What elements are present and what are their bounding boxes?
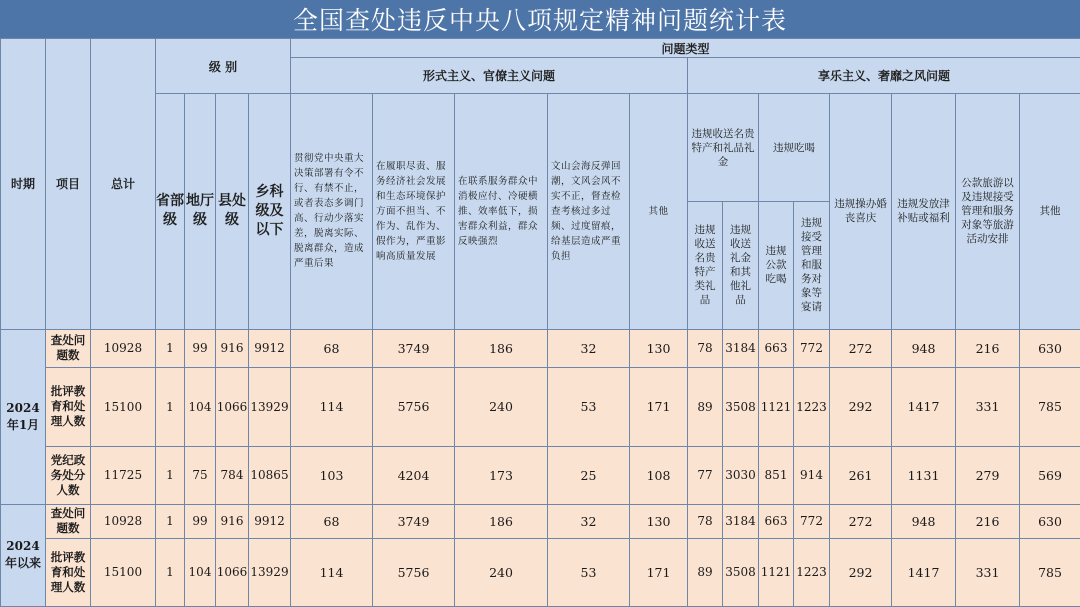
hedonism-cell: 785 (1020, 538, 1080, 606)
level-cell: 1 (156, 446, 185, 504)
page-title: 全国查处违反中央八项规定精神问题统计表 (0, 0, 1080, 38)
level-cell: 1066 (216, 367, 249, 446)
gift-group-header: 违规收送名贵特产和礼品礼金 (688, 94, 759, 202)
table-row (1, 538, 1080, 606)
level-cell: 104 (185, 538, 216, 606)
hedonism-cell: 216 (956, 329, 1020, 367)
formalism-col-2-header: 在履职尽责、服务经济社会发展和生态环境保护方面不担当、不作为、乱作为、假作为，严重影响高质量发展 (373, 94, 455, 329)
header-row (1, 94, 1080, 202)
total-cell: 10928 (91, 329, 156, 367)
table-row (1, 446, 1080, 504)
level-header-provincial: 省部级 (156, 94, 185, 329)
hedonism-cell: 914 (794, 446, 830, 504)
formalism-group-header: 形式主义、官僚主义问题 (291, 58, 688, 94)
total-cell: 15100 (91, 367, 156, 446)
formalism-cell: 130 (630, 504, 688, 538)
hedonism-cell: 630 (1020, 504, 1080, 538)
hedonism-cell: 663 (759, 504, 794, 538)
level-cell: 99 (185, 504, 216, 538)
gift-money-header: 违规收送礼金和其他礼品 (723, 202, 759, 329)
level-cell: 916 (216, 329, 249, 367)
formalism-cell: 186 (455, 504, 548, 538)
hedonism-cell: 1223 (794, 538, 830, 606)
total-cell: 15100 (91, 538, 156, 606)
formalism-cell: 4204 (373, 446, 455, 504)
hedonism-cell: 1223 (794, 367, 830, 446)
total-cell: 11725 (91, 446, 156, 504)
table-row (1, 367, 1080, 446)
formalism-cell: 3749 (373, 504, 455, 538)
hedonism-cell: 272 (830, 504, 892, 538)
item-cell: 查处问题数 (46, 504, 91, 538)
item-header: 项目 (46, 39, 91, 330)
table-row (1, 329, 1080, 367)
formalism-cell: 240 (455, 538, 548, 606)
formalism-cell: 114 (291, 538, 373, 606)
hedonism-cell: 569 (1020, 446, 1080, 504)
formalism-cell: 25 (548, 446, 630, 504)
formalism-cell: 171 (630, 538, 688, 606)
formalism-cell: 32 (548, 504, 630, 538)
hedonism-cell: 1121 (759, 538, 794, 606)
level-cell: 9912 (249, 504, 291, 538)
formalism-cell: 173 (455, 446, 548, 504)
level-cell: 10865 (249, 446, 291, 504)
level-cell: 1 (156, 538, 185, 606)
hedonism-cell: 3030 (723, 446, 759, 504)
hedonism-cell: 77 (688, 446, 723, 504)
total-header-label: 总计 (110, 177, 135, 192)
formalism-cell: 114 (291, 367, 373, 446)
formalism-col-3-header: 在联系服务群众中消极应付、冷硬横推、效率低下，损害群众利益，群众反映强烈 (455, 94, 548, 329)
hedonism-cell: 89 (688, 538, 723, 606)
hedonism-cell: 772 (794, 504, 830, 538)
formalism-cell: 108 (630, 446, 688, 504)
hedonism-cell: 216 (956, 504, 1020, 538)
hedonism-cell: 663 (759, 329, 794, 367)
banquet-header: 违规接受管理和服务对象等宴请 (794, 202, 830, 329)
formalism-col-4-header: 文山会海反弹回潮，文风会风不实不正，督查检查考核过多过频、过度留痕，给基层造成严重负担 (548, 94, 630, 329)
hedonism-cell: 89 (688, 367, 723, 446)
level-group-header: 级 别 (156, 39, 291, 94)
formalism-cell: 5756 (373, 367, 455, 446)
problem-types-header: 问题类型 (291, 39, 1080, 58)
level-header-prefectural: 地厅级 (185, 94, 216, 329)
wedding-funeral-header: 违规操办婚丧喜庆 (830, 94, 892, 329)
gift-specialty-header: 违规收送名贵特产类礼品 (688, 202, 723, 329)
level-cell: 13929 (249, 538, 291, 606)
formalism-cell: 171 (630, 367, 688, 446)
subsidy-header: 违规发放津补贴或福利 (892, 94, 956, 329)
hedonism-cell: 3184 (723, 329, 759, 367)
header-row (1, 39, 1080, 58)
level-cell: 13929 (249, 367, 291, 446)
level-cell: 1 (156, 504, 185, 538)
statistics-table (0, 38, 1080, 607)
total-header (91, 39, 156, 330)
hedonism-cell: 78 (688, 504, 723, 538)
formalism-cell: 186 (455, 329, 548, 367)
formalism-cell: 130 (630, 329, 688, 367)
period-cell: 2024年1月 (1, 329, 46, 504)
level-cell: 75 (185, 446, 216, 504)
formalism-col-1-header: 贯彻党中央重大决策部署有令不行、有禁不止，或者表态多调门高、行动少落实差，脱离实际、脱离群众，造成严重后果 (291, 94, 373, 329)
level-cell: 916 (216, 504, 249, 538)
item-cell: 查处问题数 (46, 329, 91, 367)
hedonism-cell: 851 (759, 446, 794, 504)
period-cell: 2024年以来 (1, 504, 46, 606)
level-cell: 1 (156, 367, 185, 446)
formalism-cell: 3749 (373, 329, 455, 367)
hedonism-cell: 78 (688, 329, 723, 367)
formalism-cell: 103 (291, 446, 373, 504)
hedonism-cell: 785 (1020, 367, 1080, 446)
hedonism-cell: 630 (1020, 329, 1080, 367)
formalism-cell: 5756 (373, 538, 455, 606)
hedonism-cell: 331 (956, 538, 1020, 606)
hedonism-cell: 948 (892, 329, 956, 367)
hedonism-cell: 772 (794, 329, 830, 367)
table-row (1, 504, 1080, 538)
hedonism-cell: 948 (892, 504, 956, 538)
hedonism-cell: 1121 (759, 367, 794, 446)
formalism-cell: 53 (548, 538, 630, 606)
hedonism-cell: 261 (830, 446, 892, 504)
public-dining-header: 违规公款吃喝 (759, 202, 794, 329)
formalism-cell: 32 (548, 329, 630, 367)
hedonism-cell: 331 (956, 367, 1020, 446)
item-cell: 批评教育和处理人数 (46, 538, 91, 606)
level-header-county: 县处级 (216, 94, 249, 329)
formalism-cell: 53 (548, 367, 630, 446)
item-cell: 党纪政务处分人数 (46, 446, 91, 504)
hedonism-cell: 3508 (723, 367, 759, 446)
formalism-cell: 68 (291, 329, 373, 367)
level-cell: 104 (185, 367, 216, 446)
level-cell: 99 (185, 329, 216, 367)
level-cell: 9912 (249, 329, 291, 367)
hedonism-cell: 3184 (723, 504, 759, 538)
formalism-cell: 68 (291, 504, 373, 538)
hedonism-group-header: 享乐主义、奢靡之风问题 (688, 58, 1080, 94)
hedonism-cell: 1417 (892, 538, 956, 606)
level-cell: 784 (216, 446, 249, 504)
hedonism-cell: 272 (830, 329, 892, 367)
level-header-township: 乡科级及以下 (249, 94, 291, 329)
dining-group-header: 违规吃喝 (759, 94, 830, 202)
hedonism-cell: 3508 (723, 538, 759, 606)
level-cell: 1066 (216, 538, 249, 606)
hedonism-cell: 1131 (892, 446, 956, 504)
hedonism-cell: 292 (830, 367, 892, 446)
item-cell: 批评教育和处理人数 (46, 367, 91, 446)
formalism-cell: 240 (455, 367, 548, 446)
tourism-header: 公款旅游以及违规接受管理和服务对象等旅游活动安排 (956, 94, 1020, 329)
formalism-other-header: 其他 (630, 94, 688, 329)
hedonism-other-header: 其他 (1020, 94, 1080, 329)
hedonism-cell: 1417 (892, 367, 956, 446)
period-header: 时期 (1, 39, 46, 330)
hedonism-cell: 279 (956, 446, 1020, 504)
hedonism-cell: 292 (830, 538, 892, 606)
total-cell: 10928 (91, 504, 156, 538)
level-cell: 1 (156, 329, 185, 367)
